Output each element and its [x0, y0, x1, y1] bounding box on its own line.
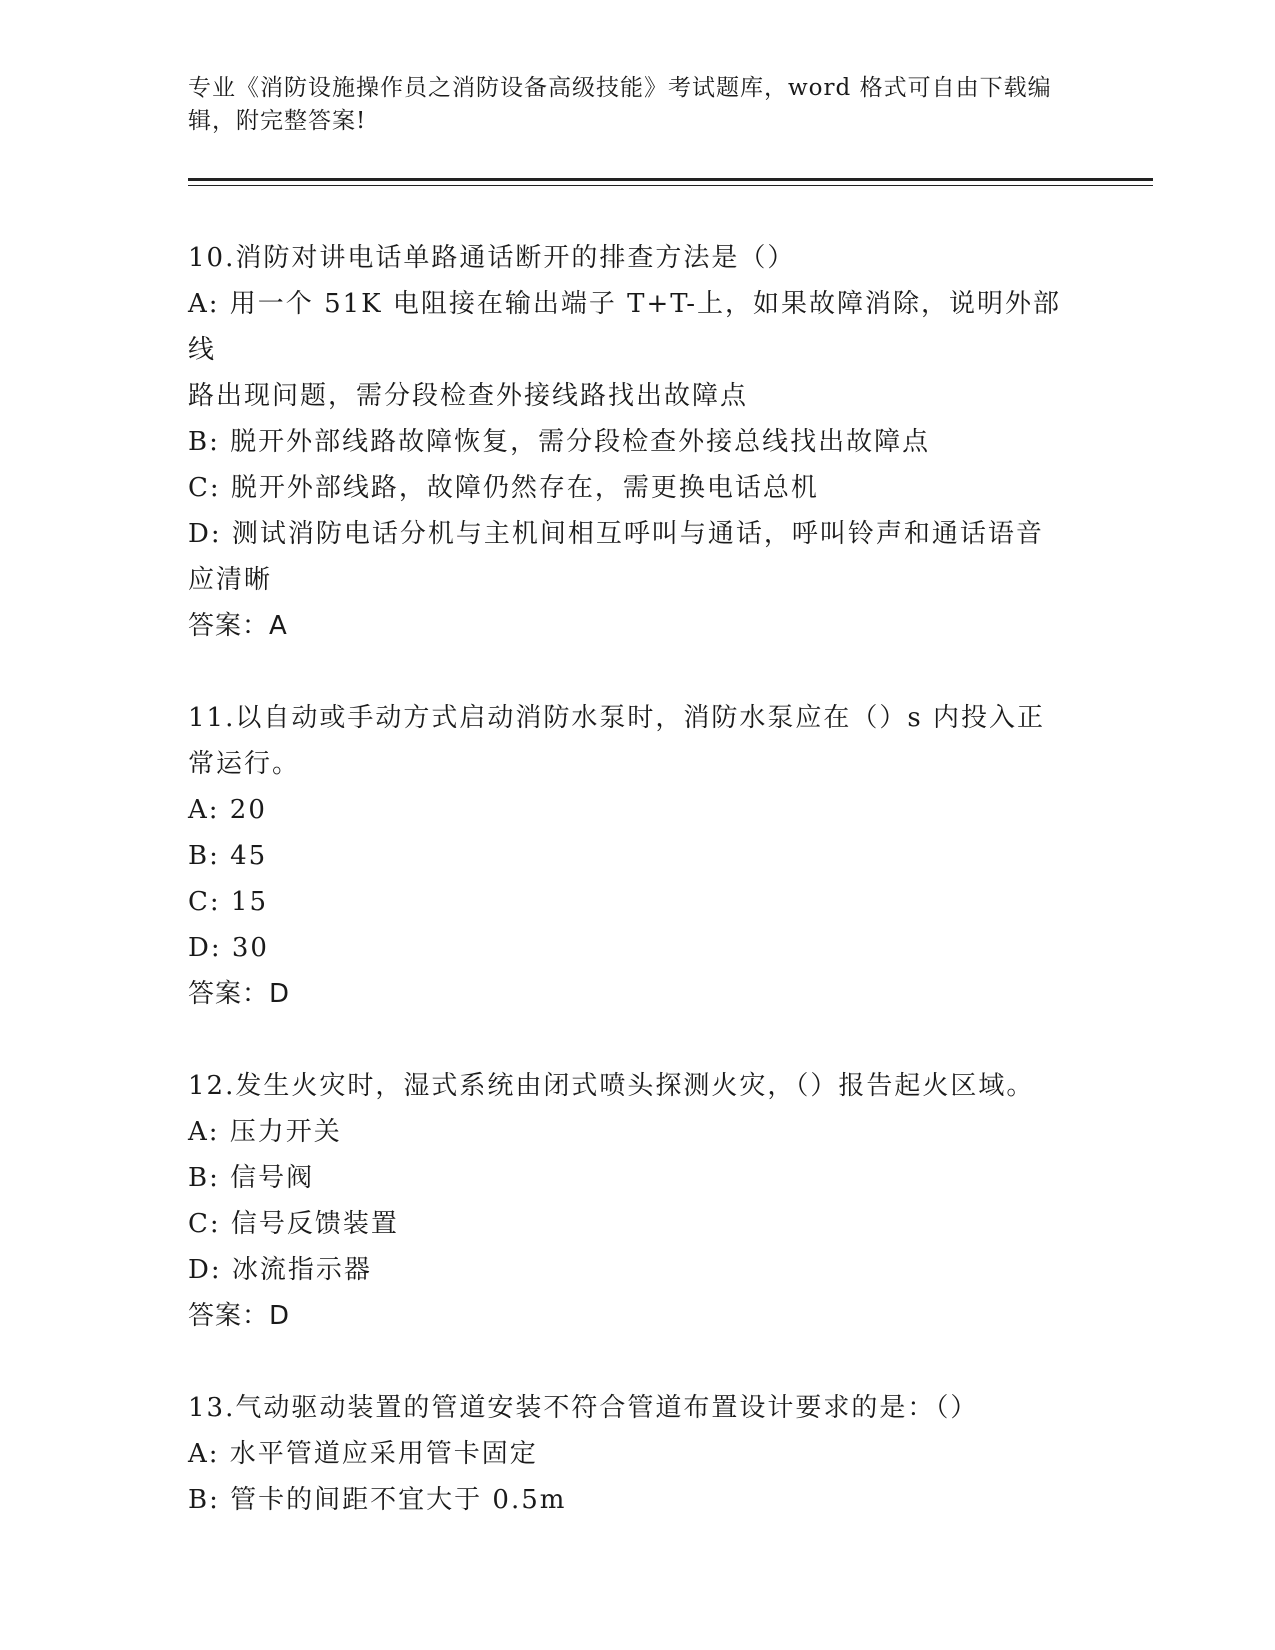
question-block	[188, 695, 1088, 1017]
header-divider-thick	[188, 178, 1153, 181]
answer-key: 答案：A	[188, 611, 288, 641]
answer-option: 路出现问题，需分段检查外接线路找出故障点	[188, 381, 749, 411]
question-block	[188, 235, 1088, 649]
answer-option: A: 压力开关	[188, 1117, 342, 1147]
header-divider-thin	[188, 185, 1153, 186]
question-list	[188, 235, 1088, 1569]
header-line-1: 专业《消防设施操作员之消防设备高级技能》考试题库，word 格式可自由下载编	[188, 75, 1052, 101]
answer-key: 答案：D	[188, 979, 291, 1009]
answer-option: A: 20	[188, 795, 267, 825]
answer-option: A: 水平管道应采用管卡固定	[188, 1439, 538, 1469]
question-stem: 11.以自动或手动方式启动消防水泵时，消防水泵应在（）s 内投入正	[188, 703, 1045, 733]
answer-option: B: 45	[188, 841, 268, 871]
answer-option: 应清晰	[188, 565, 273, 595]
question-stem: 12.发生火灾时，湿式系统由闭式喷头探测火灾，（）报告起火区域。	[188, 1071, 1035, 1101]
answer-option: D: 冰流指示器	[188, 1255, 372, 1285]
answer-key: 答案：D	[188, 1301, 291, 1331]
question-block	[188, 1063, 1088, 1339]
question-block	[188, 1385, 1088, 1523]
question-stem: 常运行。	[188, 749, 301, 779]
answer-option: A: 用一个 51K 电阻接在输出端子 T+T-上，如果故障消除，说明外部线	[188, 289, 1062, 365]
answer-option: D: 30	[188, 933, 269, 963]
answer-option: D: 测试消防电话分机与主机间相互呼叫与通话，呼叫铃声和通话语音	[188, 519, 1044, 549]
question-stem: 10.消防对讲电话单路通话断开的排查方法是（）	[188, 243, 796, 273]
header-line-2: 辑，附完整答案!	[188, 108, 367, 134]
answer-option: B: 信号阀	[188, 1163, 315, 1193]
answer-option: B: 脱开外部线路故障恢复，需分段检查外接总线找出故障点	[188, 427, 931, 457]
answer-option: C: 脱开外部线路，故障仍然存在，需更换电话总机	[188, 473, 819, 503]
question-stem: 13.气动驱动装置的管道安装不符合管道布置设计要求的是：（）	[188, 1393, 979, 1423]
document-header	[188, 72, 1088, 138]
answer-option: C: 信号反馈装置	[188, 1209, 399, 1239]
answer-option: C: 15	[188, 887, 269, 917]
answer-option: B: 管卡的间距不宜大于 0.5m	[188, 1485, 567, 1515]
